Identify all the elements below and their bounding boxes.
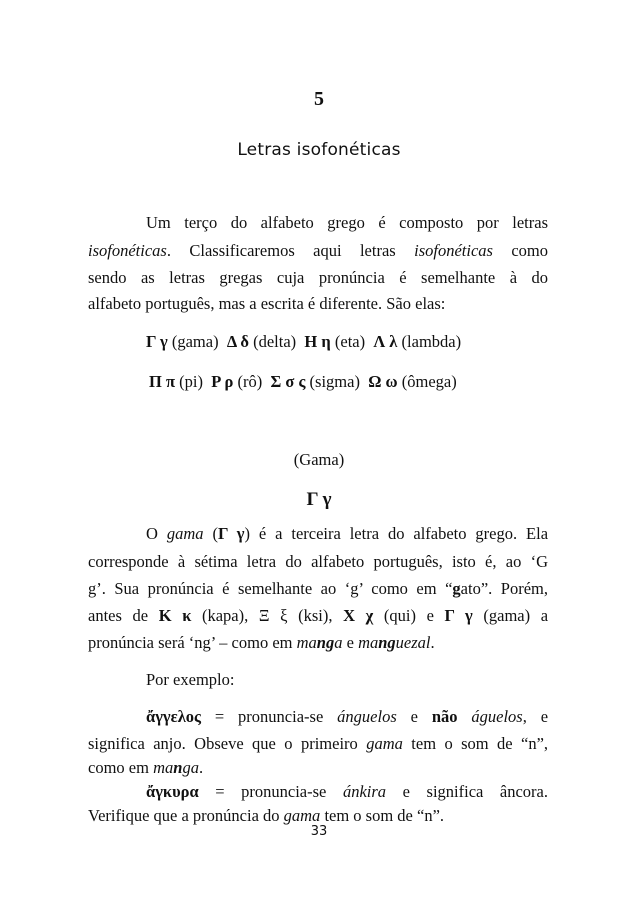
section-label: (Gama): [293, 450, 345, 469]
example-2-line-2: Verifique que a pronúncia do gama tem o som de “n”.: [88, 806, 445, 825]
intro-line-2: isofonéticas. Classificaremos aqui letras isofonéticas como: [88, 241, 549, 260]
gama-line-5: pronúncia será ‘ng’ – como em manga e manguezal.: [88, 633, 435, 652]
example-1-line-1: ἄγγελος = pronuncia-se ánguelos e não águelos, e: [146, 707, 549, 726]
example-label: Por exemplo:: [146, 670, 235, 689]
gama-line-2: corresponde à sétima letra do alfabeto português, isto é, ao ‘G: [88, 552, 548, 571]
gama-line-4: antes de Κ κ (kapa), Ξ ξ (ksi), Χ χ (qui) e Γ γ (gama) a: [88, 606, 549, 625]
example-2-line-1: ἄγκυρα = pronuncia-se ánkira e significa âncora.: [146, 782, 548, 801]
intro-line-1: Um terço do alfabeto grego é composto por letras: [146, 213, 548, 232]
intro-line-3: sendo as letras gregas cuja pronúncia é semelhante à do: [88, 268, 548, 287]
intro-line-4: alfabeto português, mas a escrita é diferente. São elas:: [88, 294, 446, 313]
gama-line-3: g’. Sua pronúncia é semelhante ao ‘g’ como em “gato”. Porém,: [88, 579, 548, 598]
letters-row-2: Π π (pi) Ρ ρ (rô) Σ σ ς (sigma) Ω ω (ômega): [149, 372, 457, 391]
chapter-number: 5: [314, 88, 324, 110]
section-letters: Γ γ: [306, 489, 332, 510]
example-1-line-3: como em manga.: [88, 758, 204, 777]
example-1-line-2: significa anjo. Obseve que o primeiro gama tem o som de “n”,: [88, 734, 549, 753]
page-number: 33: [310, 824, 328, 839]
chapter-title: Letras isofonéticas: [237, 140, 401, 160]
gama-line-1: O gama (Γ γ) é a terceira letra do alfabeto grego. Ela: [146, 524, 549, 543]
letters-row-1: Γ γ (gama) Δ δ (delta) Η η (eta) Λ λ (lambda): [146, 332, 462, 351]
